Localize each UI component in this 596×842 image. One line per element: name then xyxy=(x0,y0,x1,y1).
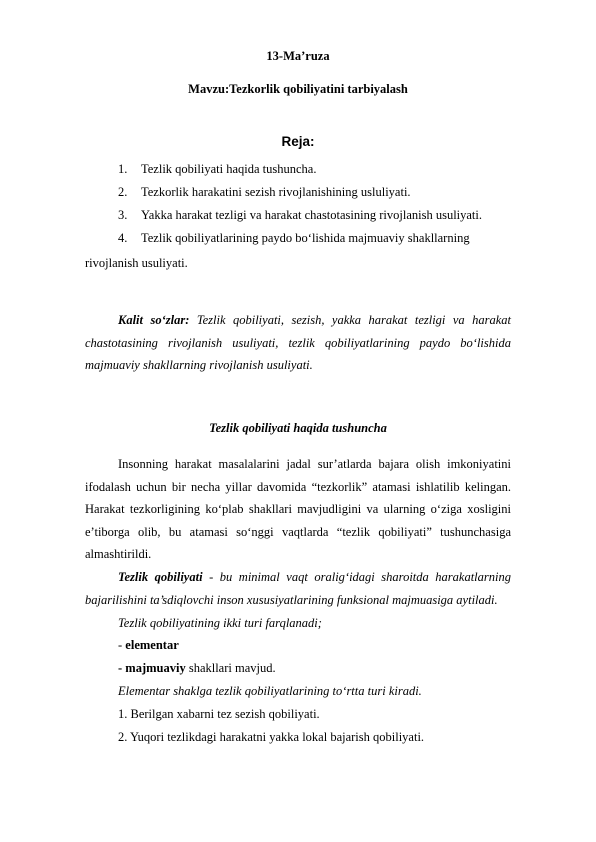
keywords-paragraph xyxy=(85,309,511,377)
ability-list-item: 2. Yuqori tezlikdagi harakatni yakka lokal bajarish qobiliyati. xyxy=(118,730,425,744)
two-types-line: Tezlik qobiliyatining ikki turi farqlanadi; xyxy=(118,616,322,630)
plan-item-number: 1. xyxy=(118,162,128,176)
lecture-topic: Mavzu:Tezkorlik qobiliyatini tarbiyalash xyxy=(188,82,408,96)
intro-paragraph: Insonning harakat masalalarini jadal sur’atlarda bajara olish imkoniyatini ifodalash uchun bir necha yillar davomida “tezkorlik” atamasi ishlatilib kelingan. Harakat tezkorligining ko‘plab shakllari mavjudligini va ularning o‘ziga xosligini e’tiborga olib, bu atamasi so‘nggi vaqtlarda “tezlik qobiliyati” tushunchasiga almashtirildi. xyxy=(85,457,511,561)
ability-list-item: 1. Berilgan xabarni tez sezish qobiliyati. xyxy=(118,707,320,721)
lecture-number: 13-Ma’ruza xyxy=(266,49,330,63)
plan-item-number: 4. xyxy=(118,231,128,245)
plan-heading: Reja: xyxy=(281,134,315,149)
definition-term: Tezlik qobiliyati xyxy=(118,570,203,584)
plan-item-text: Tezlik qobiliyatlarining paydo bo‘lishida majmuaviy shakllarning xyxy=(141,231,470,245)
type-elementary: elementar xyxy=(125,638,179,652)
plan-item-number: 3. xyxy=(118,208,128,222)
elementary-note: Elementar shaklga tezlik qobiliyatlarining to‘rtta turi kiradi. xyxy=(118,684,422,698)
plan-item-text: Tezlik qobiliyati haqida tushuncha. xyxy=(141,162,317,176)
plan-item-number: 2. xyxy=(118,185,128,199)
keywords-text: Tezlik qobiliyati, sezish, yakka harakat tezligi va harakat chastotasining rivojlanish usuliyati, tezlik qobiliyatlarining paydo bo‘lishida majmuaviy shakllarning rivojlanish usuliyati. xyxy=(85,313,511,372)
type-complex-rest: shakllari mavjud. xyxy=(185,661,276,675)
definition-paragraph xyxy=(85,566,511,611)
type-complex-line xyxy=(85,657,511,680)
type-elementary-line xyxy=(85,634,511,657)
type-dash: - xyxy=(118,638,126,652)
type-complex: - majmuaviy xyxy=(118,661,186,675)
definition-text: - bu minimal vaqt oralig‘idagi sharoitda harakatlarning bajarilishini ta’sdiqlovchi inson xususiyatlarining funksional majmuasiga aytiladi. xyxy=(85,570,511,607)
plan-item-text: Tezkorlik harakatini sezish rivojlanishining usluliyati. xyxy=(141,185,411,199)
section-title: Tezlik qobiliyati haqida tushuncha xyxy=(209,421,387,435)
plan-item-continuation: rivojlanish usuliyati. xyxy=(85,256,188,270)
keywords-label: Kalit so‘zlar: xyxy=(118,313,190,327)
plan-item-text: Yakka harakat tezligi va harakat chastotasining rivojlanish usuliyati. xyxy=(141,208,483,222)
